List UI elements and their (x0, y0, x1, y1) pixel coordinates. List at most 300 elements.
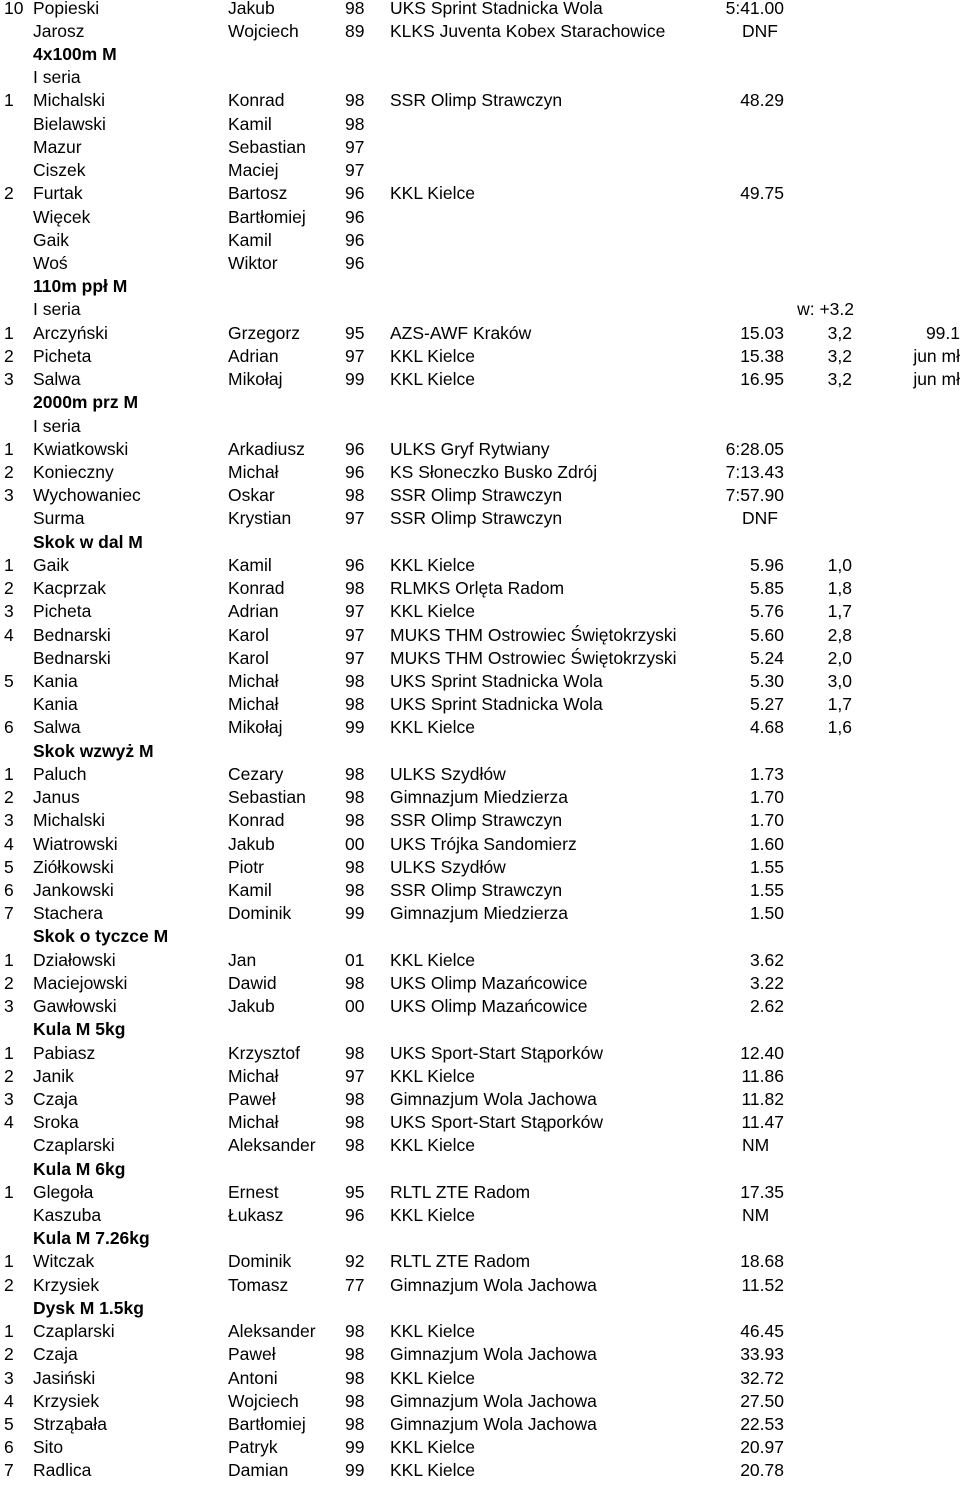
birth-year: 96 (345, 1205, 365, 1226)
birth-year: 98 (345, 670, 365, 691)
last-name: Bednarski (33, 624, 111, 645)
result: 3.62 (749, 949, 784, 970)
event-header-row (0, 1158, 960, 1181)
club: UKS Olimp Mazańcowice (390, 972, 588, 993)
club: Gimnazjum Miedzierza (390, 787, 568, 808)
club: MUKS THM Ostrowiec Świętokrzyski (390, 647, 677, 668)
club: Gimnazjum Wola Jachowa (390, 1274, 597, 1295)
birth-year: 98 (345, 485, 365, 506)
last-name: Woś (33, 253, 68, 274)
first-name: Ernest (228, 1181, 279, 1202)
club: KKL Kielce (390, 1460, 475, 1481)
birth-year: 96 (345, 462, 365, 482)
result: 1.55 (749, 879, 784, 900)
birth-year: 98 (345, 1112, 365, 1133)
club: RLTL ZTE Radom (390, 1181, 531, 1202)
wind: 1,7 (827, 694, 852, 715)
result: 15.03 (740, 322, 784, 343)
result-row (0, 600, 960, 623)
first-name: Konrad (228, 90, 285, 111)
result: NM (742, 1205, 770, 1226)
last-name: Picheta (33, 601, 92, 622)
result: 5.24 (749, 647, 784, 668)
birth-year: 96 (345, 438, 365, 459)
result-row (0, 345, 960, 368)
club: KKL Kielce (390, 345, 475, 366)
place: 1 (4, 1042, 14, 1063)
last-name: Gaik (33, 554, 69, 575)
last-name: Gawłowski (33, 996, 117, 1017)
last-name: Konieczny (33, 462, 114, 482)
last-name: Krzysiek (33, 1390, 100, 1411)
last-name: Czaplarski (33, 1321, 115, 1342)
birth-year: 96 (345, 183, 365, 204)
result-row (0, 159, 960, 182)
first-name: Jakub (228, 0, 275, 18)
last-name: Czaplarski (33, 1135, 115, 1156)
birth-year: 92 (345, 1251, 365, 1272)
birth-year: 99 (345, 369, 365, 390)
last-name: Wychowaniec (33, 485, 141, 506)
last-name: Salwa (33, 717, 81, 738)
last-name: Sito (33, 1437, 64, 1458)
wind: 2,0 (827, 647, 852, 668)
result: 7:13.43 (725, 462, 784, 482)
birth-year: 98 (345, 787, 365, 808)
last-name: Michalski (33, 90, 105, 111)
wind: 3,2 (827, 369, 852, 390)
place: 5 (4, 670, 14, 691)
last-name: Jankowski (33, 879, 114, 900)
first-name: Konrad (228, 810, 285, 831)
last-name: Janik (33, 1065, 74, 1086)
result-row (0, 1390, 960, 1413)
place: 4 (4, 1390, 14, 1411)
place: 2 (4, 462, 14, 482)
first-name: Maciej (228, 160, 279, 181)
wind: 1,7 (827, 601, 852, 622)
result-row (0, 206, 960, 229)
result-row (0, 438, 960, 461)
birth-year: 98 (345, 90, 365, 111)
birth-year: 97 (345, 160, 365, 181)
club: KKL Kielce (390, 601, 475, 622)
result: 7:57.90 (725, 485, 784, 506)
event-title: Kula M 5kg (33, 1019, 126, 1040)
result-row (0, 1367, 960, 1390)
result-row (0, 972, 960, 995)
club: ULKS Szydłów (390, 856, 506, 877)
club: KKL Kielce (390, 1205, 475, 1226)
birth-year: 01 (345, 949, 365, 970)
result-row (0, 624, 960, 647)
birth-year: 97 (345, 1065, 365, 1086)
result: 4.68 (749, 717, 784, 738)
result: NM (742, 1135, 770, 1156)
club: KLKS Juventa Kobex Starachowice (390, 20, 666, 41)
result: DNF (742, 20, 778, 41)
place: 4 (4, 833, 14, 854)
place: 3 (4, 485, 14, 506)
last-name: Czaja (33, 1088, 78, 1109)
club: KKL Kielce (390, 554, 475, 575)
result-row (0, 89, 960, 112)
last-name: Kaszuba (33, 1205, 102, 1226)
result: 1.73 (749, 763, 784, 784)
first-name: Jakub (228, 833, 275, 854)
series-row (0, 298, 960, 321)
first-name: Bartosz (228, 183, 288, 204)
place: 2 (4, 1274, 14, 1295)
result-row (0, 1181, 960, 1204)
result: 5.96 (749, 554, 784, 575)
result-row (0, 879, 960, 902)
event-title: Skok w dal M (33, 531, 143, 552)
club: MUKS THM Ostrowiec Świętokrzyski (390, 624, 677, 645)
club: ULKS Gryf Rytwiany (390, 438, 550, 459)
place: 1 (4, 1181, 14, 1202)
last-name: Michalski (33, 810, 105, 831)
result: 6:28.05 (725, 438, 784, 459)
first-name: Patryk (228, 1437, 278, 1458)
last-name: Czaja (33, 1344, 78, 1365)
result: 5.30 (749, 670, 784, 691)
birth-year: 96 (345, 206, 365, 227)
club: Gimnazjum Wola Jachowa (390, 1344, 597, 1365)
club: SSR Olimp Strawczyn (390, 485, 563, 506)
result-row (0, 136, 960, 159)
result: 5.27 (749, 694, 784, 715)
club: KKL Kielce (390, 1135, 475, 1156)
club: KKL Kielce (390, 1437, 475, 1458)
event-title: Kula M 7.26kg (33, 1228, 150, 1249)
result-row (0, 113, 960, 136)
place: 2 (4, 345, 14, 366)
place: 1 (4, 322, 14, 343)
birth-year: 98 (345, 694, 365, 715)
result: DNF (742, 508, 778, 529)
club: UKS Sport-Start Stąporków (390, 1042, 603, 1063)
birth-year: 96 (345, 229, 365, 250)
event-header-row (0, 740, 960, 763)
first-name: Karol (228, 647, 269, 668)
first-name: Dominik (228, 1251, 292, 1272)
result-row (0, 1204, 960, 1227)
place: 1 (4, 763, 14, 784)
first-name: Piotr (228, 856, 264, 877)
birth-year: 96 (345, 253, 365, 274)
result: 5.60 (749, 624, 784, 645)
event-header-row (0, 1018, 960, 1041)
place: 2 (4, 183, 14, 204)
first-name: Adrian (228, 601, 279, 622)
note: 99.1 (925, 322, 960, 343)
result: 48.29 (740, 90, 784, 111)
place: 4 (4, 1112, 14, 1133)
club: UKS Sprint Stadnicka Wola (390, 694, 603, 715)
result: 11.47 (741, 1112, 784, 1133)
club: UKS Sport-Start Stąporków (390, 1112, 603, 1133)
place: 1 (4, 1251, 14, 1272)
birth-year: 97 (345, 345, 365, 366)
birth-year: 97 (345, 601, 365, 622)
event-title: 110m ppł M (33, 276, 128, 297)
club: KKL Kielce (390, 1367, 475, 1388)
event-header-row (0, 531, 960, 554)
first-name: Cezary (228, 763, 284, 784)
first-name: Łukasz (228, 1205, 284, 1226)
result-row (0, 856, 960, 879)
result-row (0, 1343, 960, 1366)
place: 2 (4, 787, 14, 808)
club: Gimnazjum Wola Jachowa (390, 1414, 597, 1435)
result: 5.76 (749, 601, 784, 622)
event-title: Kula M 6kg (33, 1158, 126, 1179)
first-name: Jakub (228, 996, 275, 1017)
first-name: Wojciech (228, 1390, 299, 1411)
event-header-row (0, 275, 960, 298)
birth-year: 98 (345, 810, 365, 831)
first-name: Tomasz (228, 1274, 289, 1295)
place: 5 (4, 856, 14, 877)
series-label: I seria (33, 299, 81, 320)
first-name: Michał (228, 694, 279, 715)
result-row (0, 949, 960, 972)
birth-year: 97 (345, 508, 365, 529)
birth-year: 98 (345, 1088, 365, 1109)
result: 5.85 (749, 578, 784, 599)
last-name: Jarosz (33, 20, 85, 41)
result-row (0, 507, 960, 530)
series-label: I seria (33, 67, 81, 88)
result: 15.38 (740, 345, 784, 366)
last-name: Kania (33, 670, 78, 691)
first-name: Dominik (228, 903, 292, 924)
first-name: Krzysztof (228, 1042, 300, 1063)
wind: 1,0 (827, 554, 852, 575)
series-row (0, 66, 960, 89)
place: 1 (4, 90, 14, 111)
last-name: Strząbała (33, 1414, 107, 1435)
place: 7 (4, 1460, 14, 1481)
first-name: Damian (228, 1460, 289, 1481)
birth-year: 98 (345, 972, 365, 993)
result: 33.93 (740, 1344, 784, 1365)
result-row (0, 833, 960, 856)
birth-year: 95 (345, 1181, 365, 1202)
result-row (0, 229, 960, 252)
first-name: Dawid (228, 972, 277, 993)
result: 49.75 (740, 183, 784, 204)
birth-year: 98 (345, 1390, 365, 1411)
birth-year: 98 (345, 856, 365, 877)
birth-year: 98 (345, 1042, 365, 1063)
result-row (0, 0, 960, 20)
place: 1 (4, 949, 14, 970)
note: jun mł (913, 345, 960, 366)
event-title: 4x100m M (33, 44, 117, 65)
first-name: Konrad (228, 578, 285, 599)
last-name: Furtak (33, 183, 83, 204)
result: 11.82 (741, 1088, 784, 1109)
first-name: Bartłomiej (228, 1414, 306, 1435)
first-name: Kamil (228, 554, 272, 575)
last-name: Witczak (33, 1251, 95, 1272)
place: 3 (4, 996, 14, 1017)
event-header-row (0, 1297, 960, 1320)
last-name: Paluch (33, 763, 87, 784)
last-name: Działowski (33, 949, 116, 970)
result-row (0, 693, 960, 716)
birth-year: 00 (345, 996, 365, 1017)
result: 5:41.00 (725, 0, 784, 18)
result-row (0, 1250, 960, 1273)
event-header-row (0, 925, 960, 948)
last-name: Ziółkowski (33, 856, 114, 877)
first-name: Grzegorz (228, 322, 300, 343)
last-name: Sroka (33, 1112, 79, 1133)
result-row (0, 322, 960, 345)
birth-year: 98 (345, 1414, 365, 1435)
event-header-row (0, 391, 960, 414)
first-name: Michał (228, 462, 279, 482)
club: KS Słoneczko Busko Zdrój (390, 462, 598, 482)
result: 1.50 (749, 903, 784, 924)
result-row (0, 484, 960, 507)
club: SSR Olimp Strawczyn (390, 810, 563, 831)
result: 1.55 (749, 856, 784, 877)
club: Gimnazjum Wola Jachowa (390, 1390, 597, 1411)
event-title: Skok wzwyż M (33, 740, 154, 761)
first-name: Paweł (228, 1344, 276, 1365)
first-name: Michał (228, 1065, 279, 1086)
result: 20.78 (740, 1460, 784, 1481)
club: UKS Sprint Stadnicka Wola (390, 670, 603, 691)
first-name: Mikołaj (228, 717, 283, 738)
result-row (0, 1111, 960, 1134)
first-name: Krystian (228, 508, 292, 529)
event-title: Dysk M 1.5kg (33, 1297, 144, 1318)
birth-year: 98 (345, 763, 365, 784)
first-name: Jan (228, 949, 257, 970)
first-name: Mikołaj (228, 369, 283, 390)
place: 4 (4, 624, 14, 645)
wind: 1,6 (827, 717, 852, 738)
last-name: Kwiatkowski (33, 438, 129, 459)
result-row (0, 902, 960, 925)
last-name: Pabiasz (33, 1042, 96, 1063)
first-name: Bartłomiej (228, 206, 306, 227)
result-row (0, 20, 960, 43)
first-name: Oskar (228, 485, 275, 506)
place: 3 (4, 1367, 14, 1388)
birth-year: 00 (345, 833, 365, 854)
place: 3 (4, 601, 14, 622)
result-row (0, 554, 960, 577)
result-row (0, 252, 960, 275)
club: UKS Olimp Mazańcowice (390, 996, 588, 1017)
result-row (0, 716, 960, 739)
club: KKL Kielce (390, 1321, 475, 1342)
birth-year: 97 (345, 647, 365, 668)
place: 7 (4, 903, 14, 924)
place: 1 (4, 1321, 14, 1342)
birth-year: 98 (345, 1344, 365, 1365)
result: 18.68 (740, 1251, 784, 1272)
first-name: Michał (228, 670, 279, 691)
first-name: Wojciech (228, 20, 299, 41)
wind: 2,8 (827, 624, 852, 645)
last-name: Surma (33, 508, 85, 529)
last-name: Wiatrowski (33, 833, 118, 854)
result-row (0, 461, 960, 484)
result-row (0, 670, 960, 693)
last-name: Janus (33, 787, 80, 808)
club: KKL Kielce (390, 949, 475, 970)
last-name: Popieski (33, 0, 100, 18)
result: 22.53 (740, 1414, 784, 1435)
event-header-row (0, 43, 960, 66)
club: RLTL ZTE Radom (390, 1251, 531, 1272)
last-name: Kania (33, 694, 78, 715)
club: Gimnazjum Miedzierza (390, 903, 568, 924)
last-name: Krzysiek (33, 1274, 100, 1295)
first-name: Sebastian (228, 787, 306, 808)
birth-year: 95 (345, 322, 365, 343)
birth-year: 99 (345, 903, 365, 924)
place: 3 (4, 1088, 14, 1109)
first-name: Michał (228, 1112, 279, 1133)
result: 11.86 (741, 1065, 784, 1086)
result-row (0, 809, 960, 832)
result-row (0, 368, 960, 391)
event-header-row (0, 1227, 960, 1250)
last-name: Stachera (33, 903, 104, 924)
birth-year: 98 (345, 879, 365, 900)
result-row (0, 1065, 960, 1088)
result-row (0, 763, 960, 786)
result: 1.60 (749, 833, 784, 854)
place: 1 (4, 554, 14, 575)
wind: 3,0 (827, 670, 852, 691)
last-name: Maciejowski (33, 972, 128, 993)
result-row (0, 1134, 960, 1157)
club: Gimnazjum Wola Jachowa (390, 1088, 597, 1109)
event-title: Skok o tyczce M (33, 926, 169, 947)
place: 2 (4, 972, 14, 993)
club: UKS Trójka Sandomierz (390, 833, 577, 854)
wind: 3,2 (827, 322, 852, 343)
series-label: I seria (33, 415, 81, 436)
place: 2 (4, 578, 14, 599)
birth-year: 77 (345, 1274, 365, 1295)
result-row (0, 1042, 960, 1065)
first-name: Wiktor (228, 253, 278, 274)
last-name: Bednarski (33, 647, 111, 668)
result-row (0, 995, 960, 1018)
birth-year: 98 (345, 1321, 365, 1342)
first-name: Karol (228, 624, 269, 645)
last-name: Picheta (33, 345, 92, 366)
place: 1 (4, 438, 14, 459)
last-name: Salwa (33, 369, 81, 390)
last-name: Więcek (33, 206, 91, 227)
club: KKL Kielce (390, 369, 475, 390)
birth-year: 99 (345, 717, 365, 738)
first-name: Adrian (228, 345, 279, 366)
first-name: Aleksander (228, 1321, 316, 1342)
place: 3 (4, 810, 14, 831)
